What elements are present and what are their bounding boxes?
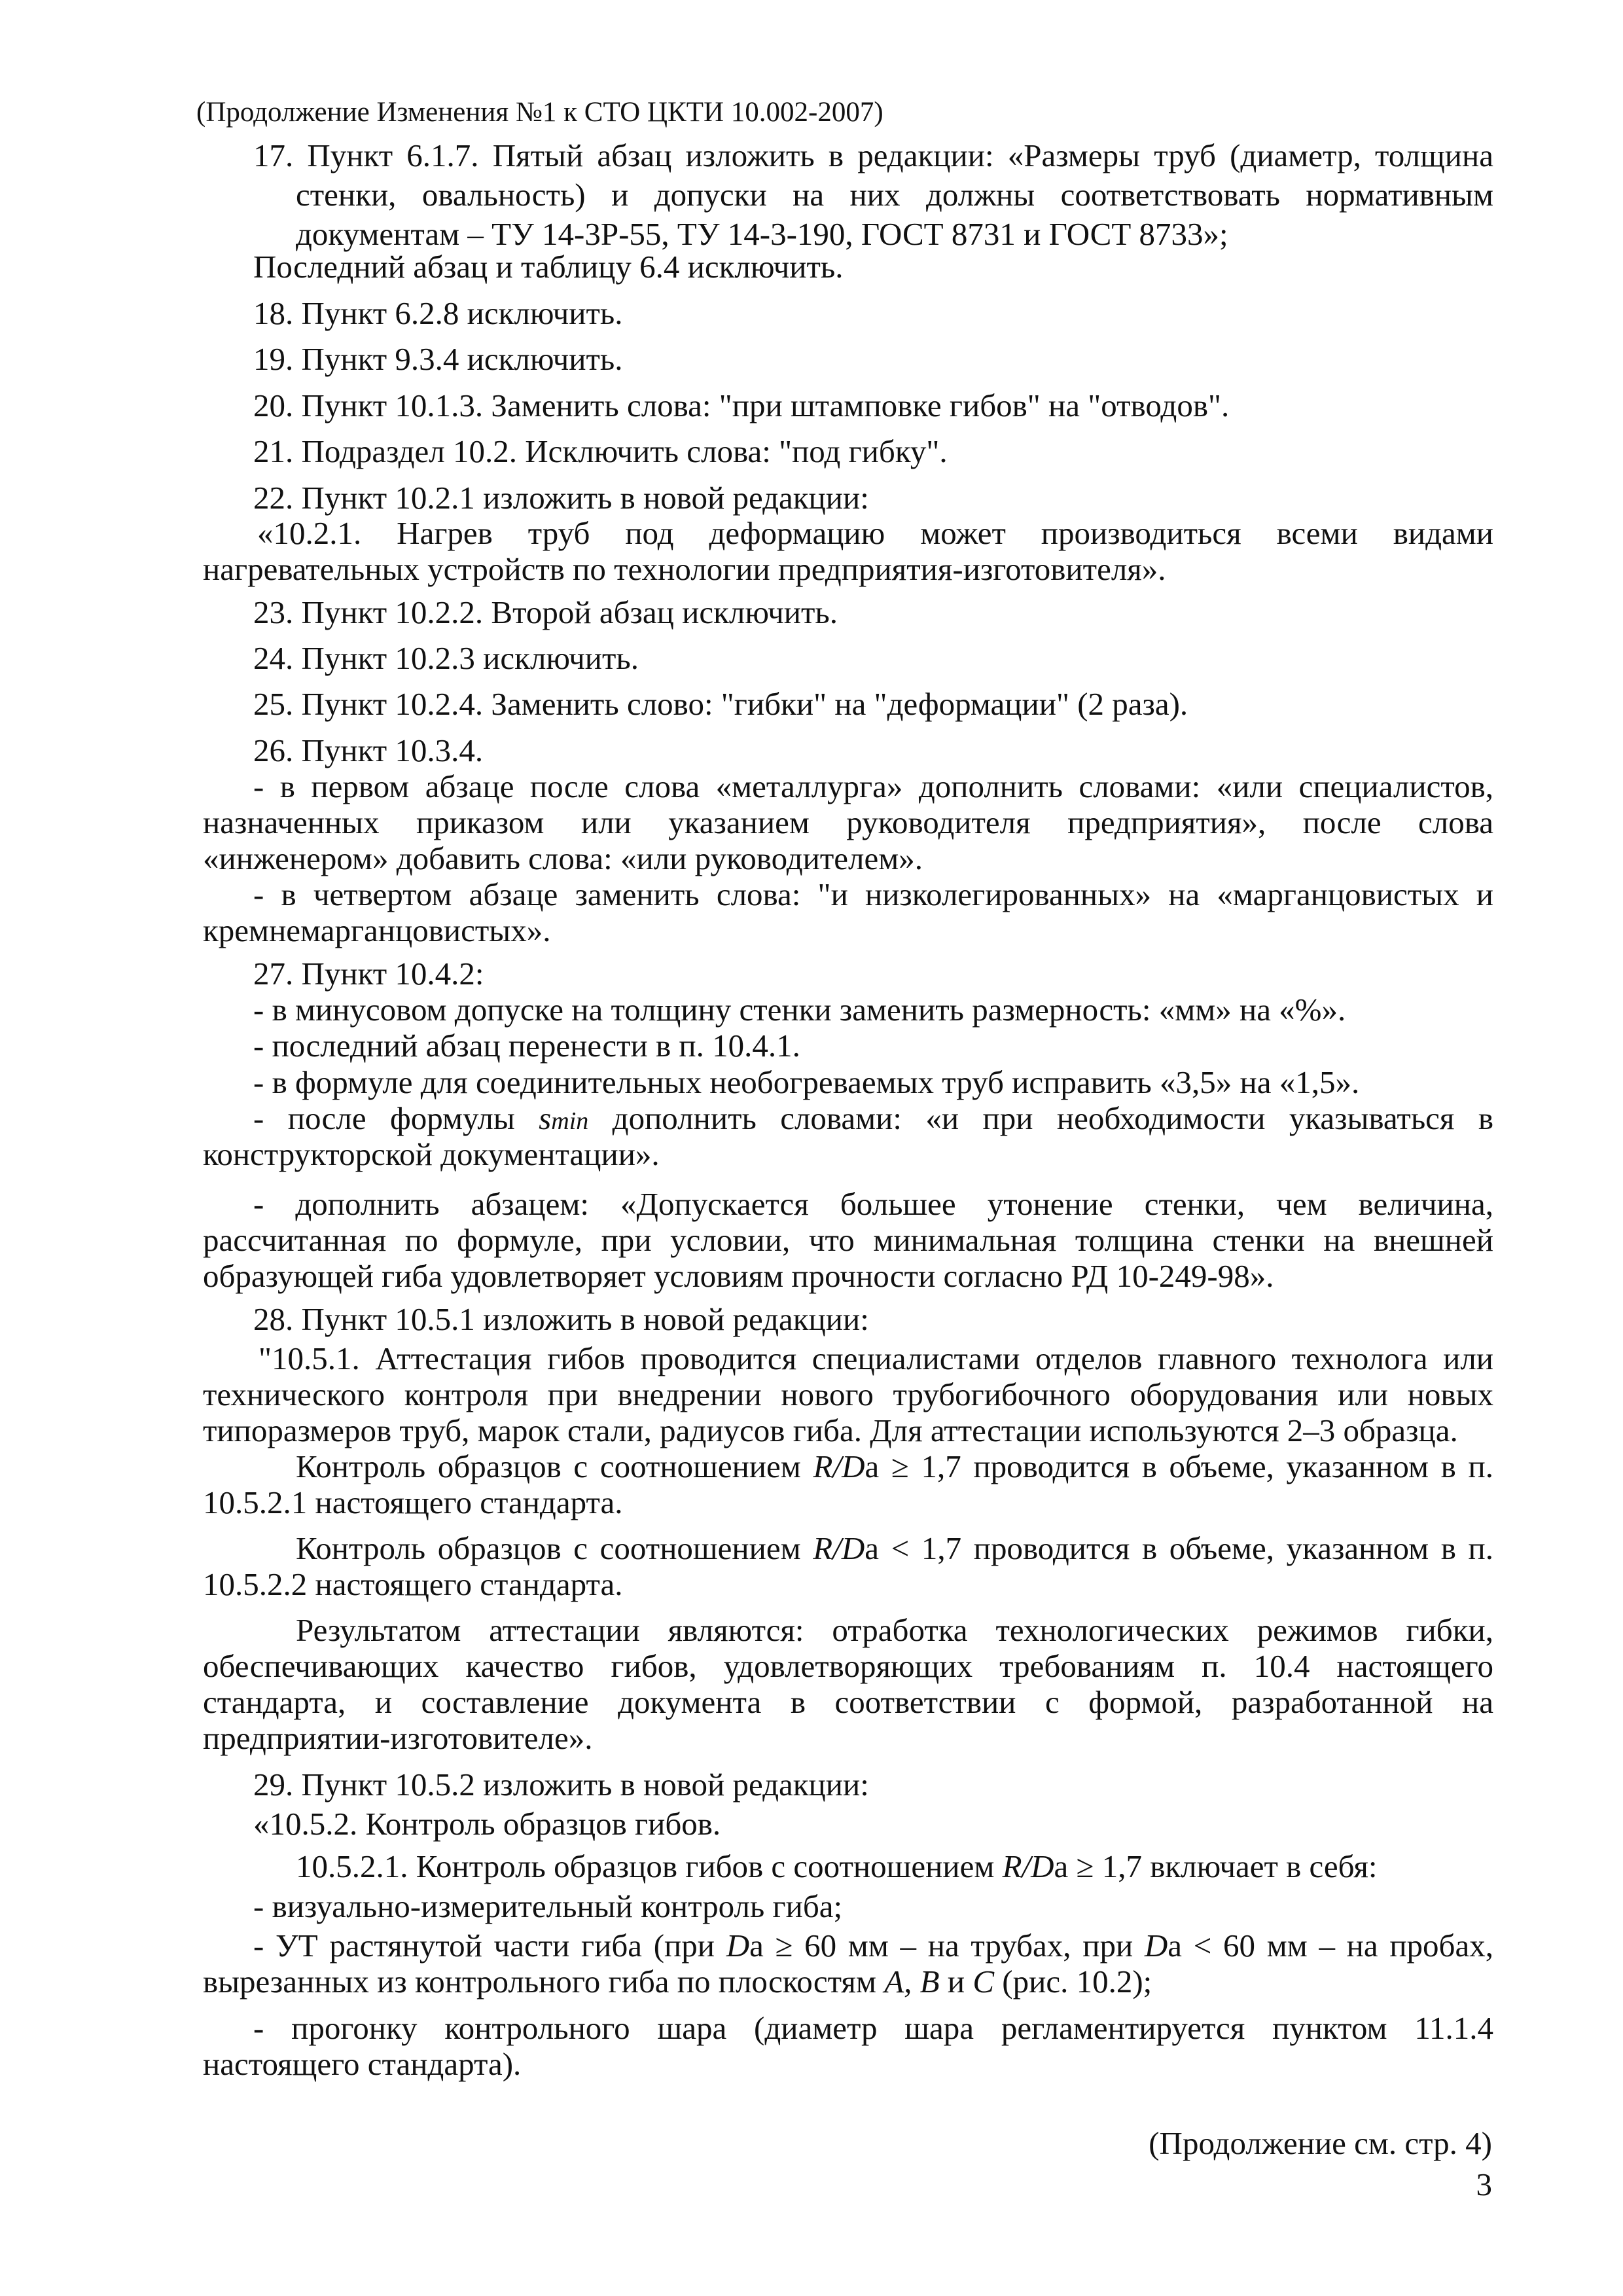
text-line: - в формуле для соединительных необогреваемых труб исправить «3,5» на «1,5». — [253, 1064, 1360, 1100]
planes-line: вырезанных из контрольного гиба по плоскостям А, В и С (рис. 10.2); — [203, 1964, 1152, 2000]
text-line: - в первом абзаце после слова «металлурга» дополнить словами: «или специалистов, — [253, 768, 1493, 804]
document-header: (Продолжение Изменения №1 к СТО ЦКТИ 10.002-2007) — [196, 97, 883, 128]
formula-smin-line: - после формулы smin дополнить словами: «и при необходимости указываться в — [253, 1100, 1493, 1136]
text-line: «10.2.1. Нагрев труб под деформацию может производиться всеми видами — [257, 515, 1493, 551]
text-line: назначенных приказом или указанием руководителя предприятия», после слова — [203, 804, 1493, 840]
text-line: 28. Пункт 10.5.1 изложить в новой редакции: — [253, 1301, 869, 1337]
ratio-line: Контроль образцов с соотношением R/Da < 1,7 проводится в объеме, указанном в п. — [296, 1530, 1493, 1566]
ratio-line: Контроль образцов с соотношением R/Da ≥ 1,7 проводится в объеме, указанном в п. — [296, 1448, 1493, 1484]
smin-symbol: s — [539, 1100, 552, 1136]
text-line: Результатом аттестации являются: отработка технологических режимов гибки, — [296, 1612, 1493, 1648]
text-line: 21. Подраздел 10.2. Исключить слова: "под гибку". — [253, 433, 948, 469]
text-line: стенки, овальность) и допуски на них должны соответствовать нормативным — [296, 177, 1493, 213]
text-line: 29. Пункт 10.5.2 изложить в новой редакции: — [253, 1767, 869, 1803]
text-line: конструкторской документации». — [203, 1136, 660, 1172]
continuation-note: (Продолжение см. стр. 4) — [1149, 2125, 1492, 2161]
text-line: 18. Пункт 6.2.8 исключить. — [253, 295, 623, 331]
text-line: - последний абзац перенести в п. 10.4.1. — [253, 1028, 800, 1064]
text-line: Последний абзац и таблицу 6.4 исключить. — [253, 249, 844, 285]
text-line: "10.5.1. Аттестация гибов проводится специалистами отделов главного технолога или — [259, 1340, 1493, 1376]
text-line: образующей гиба удовлетворяет условиям прочности согласно РД 10-249-98». — [203, 1258, 1274, 1294]
text-line: кремнемарганцовистых». — [203, 912, 551, 948]
text-line: типоразмеров труб, марок стали, радиусов гиба. Для аттестации используются 2–3 образца. — [203, 1412, 1458, 1448]
text-line: - дополнить абзацем: «Допускается большее утонение стенки, чем величина, — [253, 1186, 1493, 1222]
text-line: 23. Пункт 10.2.2. Второй абзац исключить. — [253, 594, 838, 630]
text-line: - визуально-измерительный контроль гиба; — [253, 1888, 843, 1924]
text-line: настоящего стандарта). — [203, 2046, 522, 2082]
text-line: 19. Пункт 9.3.4 исключить. — [253, 341, 623, 377]
text-line: 10.5.2.1 настоящего стандарта. — [203, 1484, 623, 1520]
text-line: технического контроля при внедрении нового трубогибочного оборудования или новых — [203, 1376, 1493, 1412]
text-line: «инженером» добавить слова: «или руководителем». — [203, 840, 923, 876]
ut-line: - УТ растянутой части гиба (при Da ≥ 60 мм – на трубах, при Da < 60 мм – на пробах, — [253, 1928, 1493, 1964]
text-line: 10.5.2.2 настоящего стандарта. — [203, 1566, 623, 1602]
ratio-line: 10.5.2.1. Контроль образцов гибов с соотношением R/Da ≥ 1,7 включает в себя: — [296, 1848, 1378, 1884]
text-line: - прогонку контрольного шара (диаметр шара регламентируется пунктом 11.1.4 — [253, 2010, 1493, 2046]
page-number: 3 — [1476, 2166, 1492, 2202]
smin-subscript: min — [551, 1107, 589, 1135]
text-line: - в минусовом допуске на толщину стенки заменить размерность: «мм» на «%». — [253, 992, 1346, 1028]
text-line: стандарта, и составление документа в соответствии с формой, разработанной на — [203, 1684, 1493, 1720]
text-line: 27. Пункт 10.4.2: — [253, 956, 484, 992]
text-line: предприятии-изготовителе». — [203, 1720, 593, 1756]
text-line: обеспечивающих качество гибов, удовлетворяющих требованиям п. 10.4 настоящего — [203, 1648, 1493, 1684]
text-line: нагревательных устройств по технологии предприятия-изготовителя». — [203, 551, 1166, 587]
text-line: рассчитанная по формуле, при условии, что минимальная толщина стенки на внешней — [203, 1222, 1493, 1258]
text-line: документам – ТУ 14-3Р-55, ТУ 14-3-190, ГОСТ 8731 и ГОСТ 8733»; — [296, 216, 1228, 252]
text-line: 25. Пункт 10.2.4. Заменить слово: "гибки" на "деформации" (2 раза). — [253, 686, 1188, 722]
text-line: - в четвертом абзаце заменить слова: "и низколегированных» на «марганцовистых и — [253, 876, 1493, 912]
text-line: «10.5.2. Контроль образцов гибов. — [253, 1806, 721, 1842]
text-line: 20. Пункт 10.1.3. Заменить слова: "при штамповке гибов" на "отводов". — [253, 387, 1230, 423]
text-line: 26. Пункт 10.3.4. — [253, 732, 484, 768]
text-line: 17. Пункт 6.1.7. Пятый абзац изложить в редакции: «Размеры труб (диаметр, толщина — [253, 137, 1493, 173]
text-line: 24. Пункт 10.2.3 исключить. — [253, 640, 639, 676]
text-line: 22. Пункт 10.2.1 изложить в новой редакции: — [253, 480, 869, 516]
